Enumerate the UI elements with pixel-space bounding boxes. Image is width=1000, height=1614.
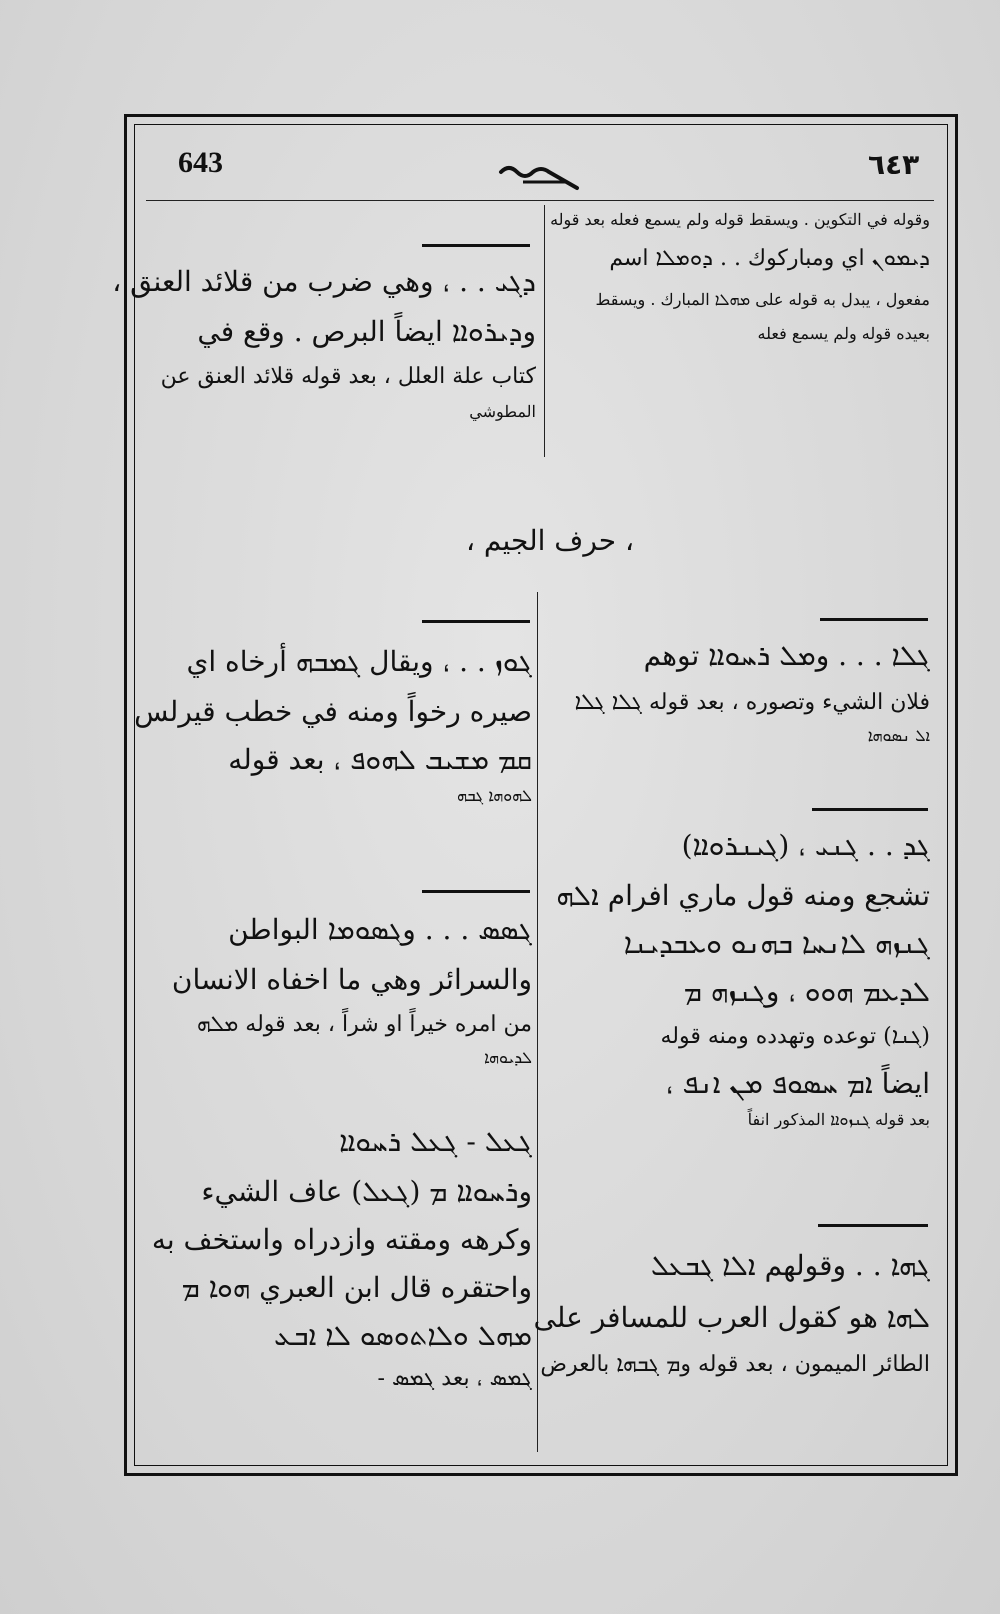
text-line: مفعول ، يبدل به قوله على ܡܗܠܐ المبارك . ويسقط — [595, 290, 930, 309]
page-number-arabic: ٦٤٣ — [868, 148, 920, 181]
entry-rule — [422, 244, 530, 247]
text-line: فلان الشيء وتصوره ، بعد قوله ܓܠܐ ܓܠܐ — [574, 690, 930, 715]
text-line: وكرهه ومقته وازدراه واستخف به — [151, 1223, 532, 1256]
right-entry-2 — [550, 829, 930, 1129]
right-entry-3 — [533, 1249, 930, 1377]
text-line: ܐܠ ܢܣܘܗܐ — [867, 726, 930, 745]
text-line: ܓܘܙ . . ، ويقال ܓܡܒܗ أرخاه اي — [186, 645, 532, 678]
text-line: تشجع ومنه قول ماري افرام ܐܠܗ — [556, 879, 930, 912]
entry-rule — [812, 808, 928, 811]
text-line: صيره رخواً ومنه في خطب قيرلس — [134, 695, 532, 728]
section-title: ، حرف الجيم ، — [465, 524, 635, 557]
text-line: (ܓܢܐ) توعده وتهدده ومنه قوله — [660, 1024, 930, 1049]
text-line: بعيده قوله ولم يسمع فعله — [757, 324, 930, 343]
page-number-latin: 643 — [178, 146, 223, 179]
text-line: ܓܥܠ - ܓܥܠ ܪܚܘܐܐ — [339, 1125, 532, 1158]
text-line: ܓܡܣ ، بعد ܓܡܣ - — [377, 1366, 532, 1391]
text-line: ܓܣܣ . . . وܓܣܘܡܐ البواطن — [228, 913, 532, 946]
header-rule — [146, 200, 934, 201]
left-entry-3 — [148, 1125, 532, 1391]
left-entry-2 — [148, 913, 532, 1067]
text-line: من امره خيراً او شراً ، بعد قوله ܡܠܗ — [196, 1012, 532, 1037]
right-entry-1 — [550, 639, 930, 745]
entry-rule — [422, 890, 530, 893]
left-top-block — [112, 265, 536, 421]
text-line: ܕܝܡܘܢ اي ومبارکوك . . ܕܘܡܠܐ اسم — [609, 246, 930, 271]
entry-rule — [818, 1224, 928, 1227]
text-line: وقوله في التكوين . ويسقط قوله ولم يسمع فعله بعد قوله — [550, 210, 930, 229]
running-head-syriac-glyph — [497, 160, 585, 194]
text-line: الطائر الميمون ، بعد قوله وܡ ܓܒܗܐ بالعرض — [540, 1352, 930, 1377]
text-line: ܠܕܝܘܗܐ — [484, 1048, 532, 1067]
text-line: ܓܠܐ . . . وܡܠ ܪܚܘܐܐ توهم — [643, 639, 930, 672]
text-line: كتاب علة العلل ، بعد قوله قلائد العنق عن — [160, 364, 536, 389]
text-line: ايضاً ܐܡ ܚܣܘܦ ܡܢ ܐܢܦ ، — [665, 1067, 930, 1100]
text-line: وܕܝܪܘܐܐ ايضاً البرص . وقع في — [197, 315, 536, 348]
text-line: ܓܢܙܗ ܠܐܢܚܐ ܒܗܢܘ ܘܥܒܕܝܢܐ — [623, 927, 930, 960]
column-divider-top — [544, 205, 545, 457]
text-line: والسرائر وهي ما اخفاه الانسان — [171, 963, 532, 996]
text-line: ܡܗܠ ܘܠܐܬܘܣܘ ܠܐ ܐܒܥ — [273, 1319, 532, 1352]
text-line: واحتقره قال ابن العبري ܗܘܐ ܡ — [181, 1271, 532, 1304]
text-line: ܠܗܐ هو كقول العرب للمسافر على — [533, 1301, 930, 1334]
text-line: ܩܡ ܡܫܝܒ ܠܗܘܦ ، بعد قوله — [228, 743, 532, 776]
right-top-block — [552, 212, 930, 342]
text-line: ܠܕܥܡ ܗܘܘ ، وܓܢܙܗ ܡ — [683, 975, 930, 1008]
text-line: بعد قوله ܓܢܙܘܐܐ المذكور انفاً — [747, 1110, 930, 1129]
text-line: ܠܗܘܗܐ ܓܒܗ — [456, 786, 532, 805]
text-line: ܓܕ . . ܓܢܝ ، (ܓܝܢܪܘܐܐ) — [681, 829, 930, 862]
left-entry-1 — [134, 645, 532, 805]
entry-rule — [422, 620, 530, 623]
entry-rule — [820, 618, 928, 621]
text-line: ܕܓܝ . . ، وهي ضرب من قلائد العنق ، — [112, 265, 536, 298]
text-line: المطوشي — [469, 402, 536, 421]
text-line: ܓܗܐ . . وقولهم ܐܠܐ ܓܒܥܠ — [650, 1249, 930, 1282]
text-line: وܪܚܘܐܐ ܡ (ܓܥܠ) عاف الشيء — [201, 1175, 532, 1208]
